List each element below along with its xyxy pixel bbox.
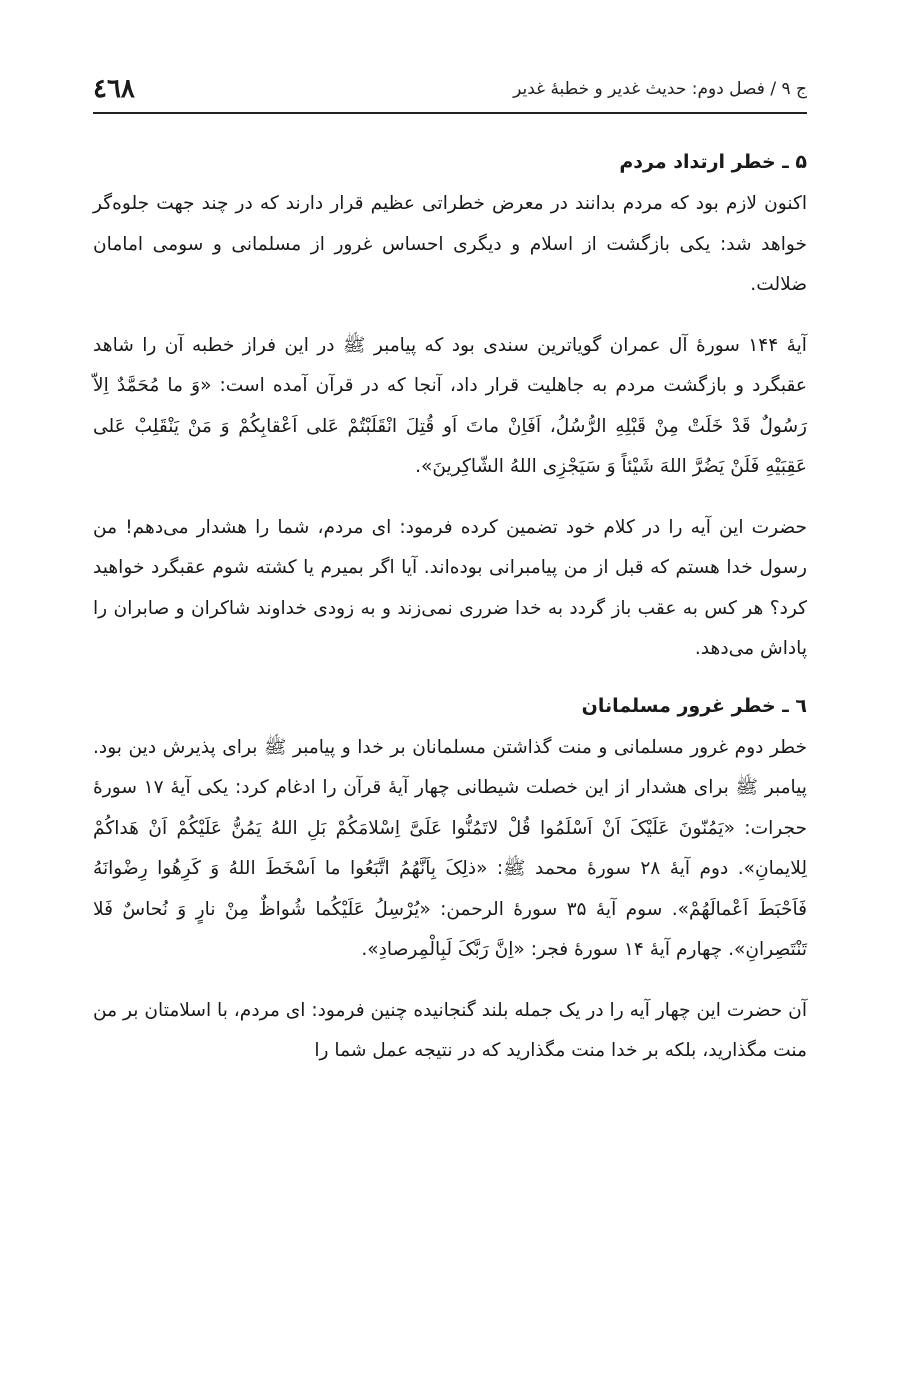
page-number: ٤٦٨: [93, 74, 135, 104]
paragraph: آیهٔ ۱۴۴ سورهٔ آل عمران گویاترین سندی بود که پیامبر ﷺ در این فراز خطبه آن را شاهد عقبگرد و بازگشت مردم به جاهلیت قرار داد، آنجا که در قرآن آمده است: «وَ ما مُحَمَّدٌ اِلاّ رَسُولٌ قَدْ خَلَتْ مِنْ قَبْلِهِ الرُّسُلُ، اَفَاِنْ ماتَ اَو قُتِلَ انْقَلَبْتُمْ عَلی اَعْقابِکُمْ وَ مَنْ یَنْقَلِبْ عَلی عَقِبَیْهِ فَلَنْ یَضُرَّ اللهَ شَیْئاً وَ سَیَجْزِی اللهُ الشّاکِرینَ».: [93, 334, 807, 477]
section-heading: ٦ ـ خطر غرور مسلمانان: [581, 694, 807, 717]
page-body: [93, 140, 807, 1072]
running-header: [93, 66, 807, 114]
paragraph: اکنون لازم بود که مردم بدانند در معرض خطراتی عظیم قرار دارند که در چند جهت جلوه‌گر خواهد شد: یکی بازگشت از اسلام و دیگری احساس غرور از مسلمانی و سومی امامان ضلالت.: [93, 193, 807, 295]
paragraph: خطر دوم غرور مسلمانی و منت گذاشتن مسلمانان بر خدا و پیامبر ﷺ برای پذیرش دین بود. پیامبر ﷺ برای هشدار از این خصلت شیطانی چهار آیهٔ قرآن را ادغام کرد: یکی آیهٔ ۱۷ سورهٔ حجرات: «یَمُنّونَ عَلَیْکَ اَنْ اَسْلَمُوا قُلْ لاتَمُنُّوا عَلَیَّ اِسْلامَکُمْ بَلِ اللهُ یَمُنُّ عَلَیْکُمْ اَنْ هَداکُمْ لِلایمانِ». دوم آیهٔ ۲۸ سورهٔ محمد ﷺ: «ذلِکَ بِاَنَّهُمُ اتَّبَعُوا ما اَسْخَطَ اللهُ وَ کَرِهُوا رِضْوانَهُ فَاَحْبَطَ اَعْمالَهُمْ». سوم آیهٔ ۳۵ سورهٔ الرحمن: «یُرْسِلُ عَلَیْکُما شُواظٌ مِنْ نارٍ وَ نُحاسٌ فَلا تَنْتَصِرانِ». چهارم آیهٔ ۱۴ سورهٔ فجر: «اِنَّ رَبَّکَ لَبِالْمِرصادِ».: [93, 736, 807, 960]
paragraph: آن حضرت این چهار آیه را در یک جمله بلند گنجانیده چنین فرمود: ای مردم، با اسلامتان بر من منت مگذارید، بلکه بر خدا منت مگذارید که در نتیجه عمل شما را: [93, 999, 807, 1061]
paragraph: حضرت این آیه را در کلام خود تضمین کرده فرمود: ای مردم، شما را هشدار می‌دهم! من رسول خدا هستم که قبل از من پیامبرانی بوده‌اند. آیا اگر بمیرم یا کشته شوم عقبگرد خواهید کرد؟ هر کس به عقب باز گردد به خدا ضرری نمی‌زند و به زودی خداوند شاکران و صابران را پاداش می‌دهد.: [93, 516, 807, 659]
running-title: ج ۹ / فصل دوم: حدیث غدیر و خطبهٔ غدیر: [513, 78, 807, 99]
section-heading: ۵ ـ خطر ارتداد مردم: [619, 151, 807, 173]
